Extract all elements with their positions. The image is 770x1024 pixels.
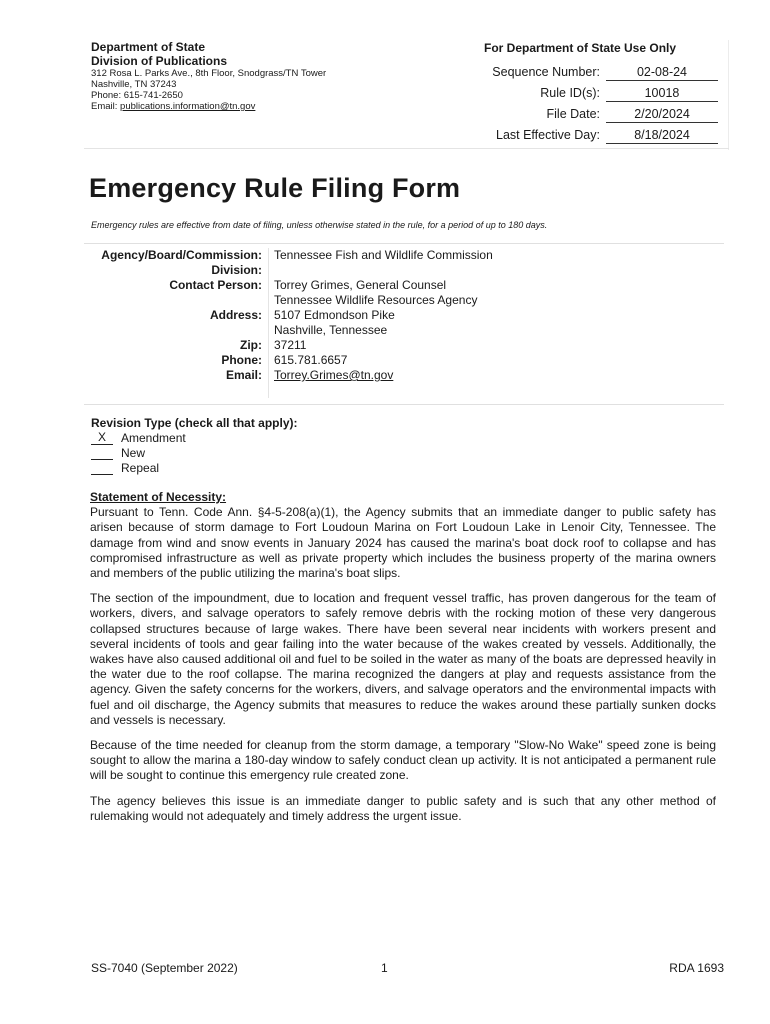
revision-type-heading: Revision Type (check all that apply): (91, 416, 298, 430)
amendment-label: Amendment (121, 431, 186, 445)
email-row-value (268, 368, 724, 383)
department-address-block (91, 40, 391, 112)
meta-row-rule-id (484, 84, 724, 105)
meta-row-last-effective (484, 126, 724, 147)
header-divider (84, 148, 729, 149)
email-label: Email: (91, 101, 121, 112)
amendment-checkmark[interactable]: X (91, 431, 113, 445)
state-use-only-block (484, 41, 724, 147)
header-divider-vertical (728, 40, 729, 150)
division-name: Division of Publications (91, 54, 228, 68)
zip-value: 37211 (268, 338, 724, 353)
effective-period-note: Emergency rules are effective from date of filing, unless otherwise stated in the rule, for a period of up to 180 days. (91, 220, 548, 230)
contact-email-link[interactable]: Torrey.Grimes@tn.gov (274, 368, 394, 382)
agency-table-spacer (84, 383, 724, 398)
email-row (84, 368, 724, 383)
address-row (84, 308, 724, 338)
contact-label: Contact Person: (169, 278, 262, 292)
form-number: SS-7040 (September 2022) (91, 961, 238, 975)
agency-label: Agency/Board/Commission: (101, 248, 262, 262)
agency-value: Tennessee Fish and Wildlife Commission (268, 248, 724, 263)
state-use-only-title: For Department of State Use Only (484, 41, 677, 55)
statement-of-necessity-section (90, 490, 716, 834)
meta-row-sequence (484, 63, 724, 84)
address-value (268, 308, 724, 338)
revision-option-amendment[interactable] (91, 431, 298, 446)
agency-info-table (84, 243, 724, 405)
rda-number: RDA 1693 (669, 961, 724, 975)
repeal-checkmark[interactable] (91, 461, 113, 475)
necessity-paragraph-2: The section of the impoundment, due to location and frequent vessel traffic, has proven dangerous for the team of workers, divers, and salvage operators to safely remove debris with the rocking motion of these very dangerous collapsed structures because of large wakes. There have been several near incidents with workers present and several incidents of tools and gear failing into the water because of the wakes created by vessels. Additionally, the wakes have also caused additional oil and fuel to be soiled in the water as many of the boats are depressed heavily in the water due to the roof collapse. The marina recognized the dangers at play and requests assistance from the agency. Given the safety concerns for the workers, divers, and salvage operators and the environmental impacts with fuel and oil discharge, the Agency submits that measures to reduce the wakes around these partially sunken docks and vessels is necessary. (90, 591, 716, 727)
contact-name: Torrey Grimes, General Counsel (274, 278, 447, 292)
necessity-paragraph-1: Pursuant to Tenn. Code Ann. §4-5-208(a)(1), the Agency submits that an immediate danger to public safety has arisen because of storm damage to Fort Loudoun Marina on Fort Loudoun Lake in Lenoir City, Tennessee. The damage from wind and snow events in January 2024 has caused the marina's boat dock roof to collapse and has compromised infrastructure as well as private property which includes the business property of the marina owners and members of the public utilizing the marina's boat slips. (90, 505, 716, 581)
contact-organization: Tennessee Wildlife Resources Agency (274, 293, 478, 307)
phone-row (84, 353, 724, 368)
file-date-value: 2/20/2024 (606, 107, 718, 123)
address-label: Address: (209, 308, 262, 322)
sequence-number-value: 02-08-24 (606, 65, 718, 81)
address-city: Nashville, Tennessee (274, 323, 388, 337)
rule-id-value: 10018 (606, 86, 718, 102)
division-row (84, 263, 724, 278)
email-row-label: Email: (225, 368, 262, 382)
rule-id-label: Rule ID(s): (540, 86, 600, 100)
publications-email-link[interactable]: publications.information@tn.gov (120, 101, 256, 112)
revision-type-section (91, 416, 298, 476)
sequence-number-label: Sequence Number: (492, 65, 600, 79)
meta-row-file-date (484, 105, 724, 126)
spacer-label (84, 383, 268, 398)
new-checkmark[interactable] (91, 446, 113, 460)
new-label: New (121, 446, 146, 460)
contact-row (84, 278, 724, 308)
last-effective-day-value: 8/18/2024 (606, 128, 718, 144)
division-value (268, 263, 724, 278)
last-effective-day-label: Last Effective Day: (496, 128, 600, 142)
necessity-paragraph-3: Because of the time needed for cleanup from the storm damage, a temporary "Slow-No Wake" speed zone is being sought to allow the marina a 180-day window to safely conduct clean up activity. It is not anticipated a permanent rule will be sought to continue this emergency rule created zone. (90, 738, 716, 783)
file-date-label: File Date: (546, 107, 600, 121)
contact-value (268, 278, 724, 308)
address-street: 5107 Edmondson Pike (274, 308, 395, 322)
department-name: Department of State (91, 40, 206, 54)
page-title: Emergency Rule Filing Form (89, 173, 461, 203)
agency-row (84, 248, 724, 263)
zip-row (84, 338, 724, 353)
necessity-paragraph-4: The agency believes this issue is an immediate danger to public safety and is such that any other method of rulemaking would not adequately and timely address the urgent issue. (90, 793, 716, 823)
email-line (91, 101, 391, 112)
phone-label: Phone: (221, 353, 262, 367)
zip-label: Zip: (240, 338, 262, 352)
revision-option-new[interactable] (91, 446, 298, 461)
phone-line: Phone: 615-741-2650 (91, 90, 183, 101)
division-label: Division: (211, 263, 262, 277)
street-address: 312 Rosa L. Parks Ave., 8th Floor, Snodgrass/TN Tower (91, 68, 327, 79)
spacer-value (268, 383, 724, 398)
revision-option-repeal[interactable] (91, 461, 298, 476)
repeal-label: Repeal (121, 461, 160, 475)
city-line: Nashville, TN 37243 (91, 79, 177, 90)
page-number: 1 (381, 961, 388, 975)
necessity-heading: Statement of Necessity: (90, 490, 227, 504)
phone-value: 615.781.6657 (268, 353, 724, 368)
